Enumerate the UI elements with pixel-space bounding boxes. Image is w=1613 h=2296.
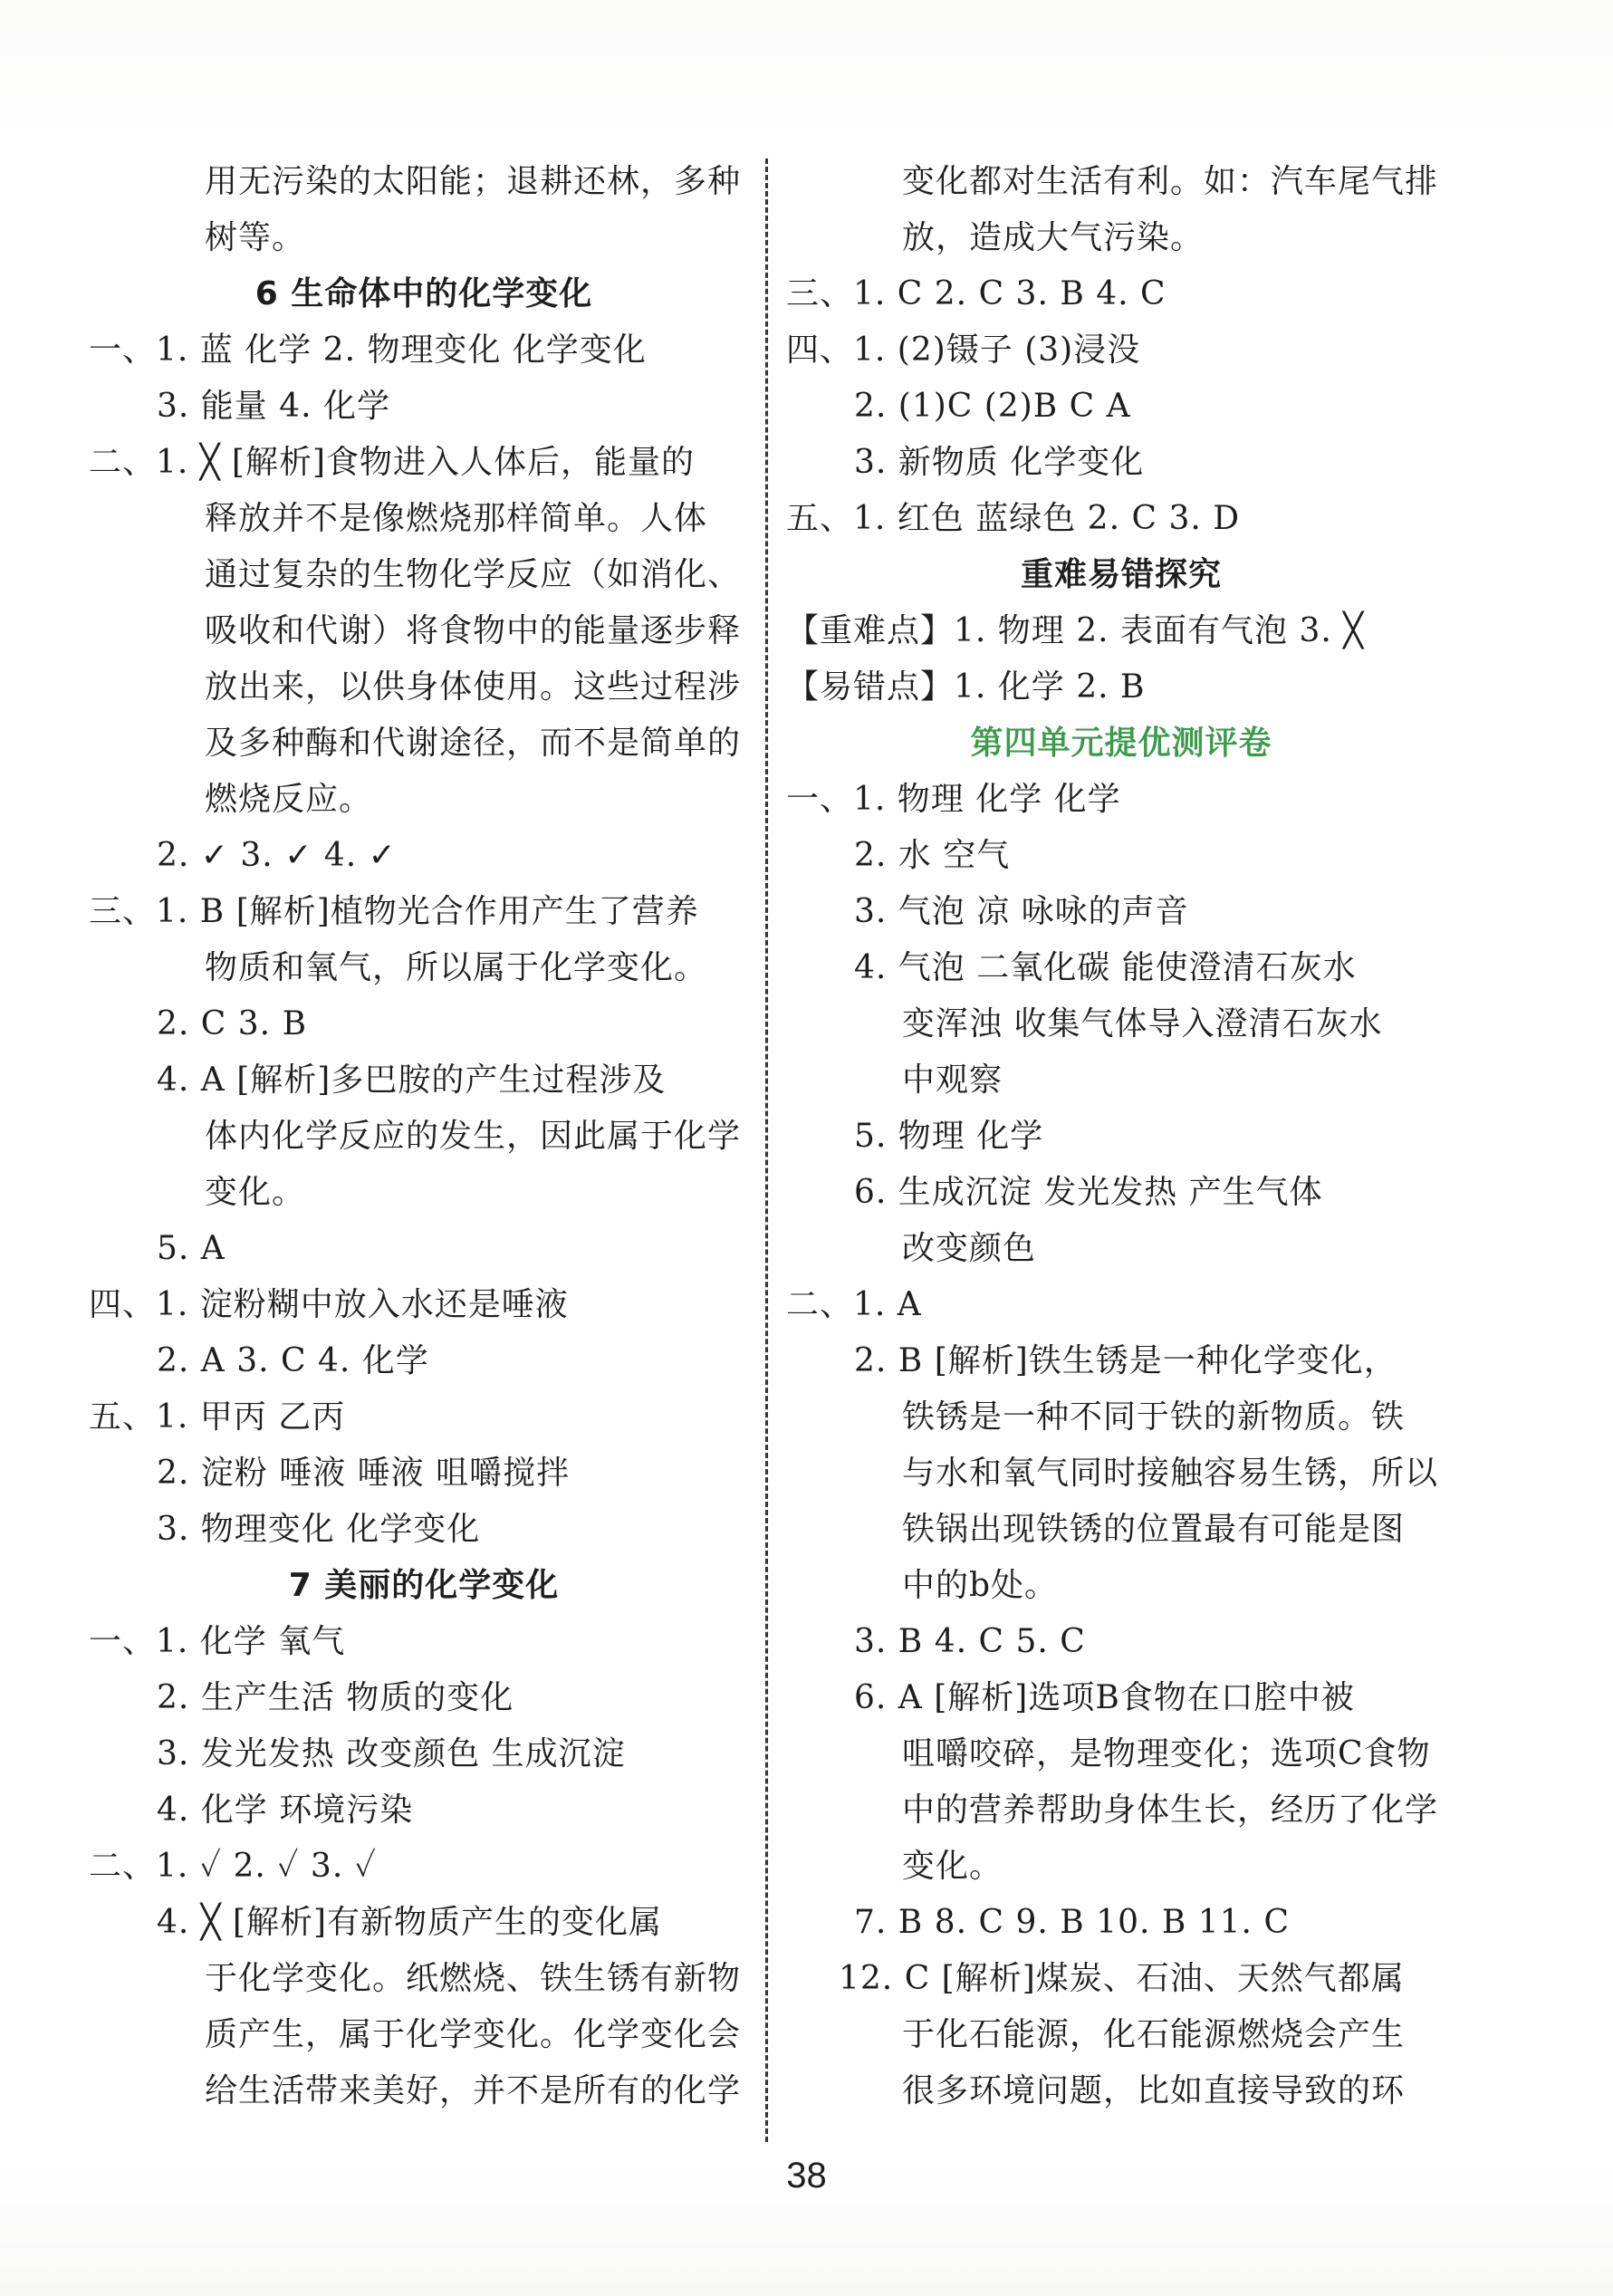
answer-line: 吸收和代谢）将食物中的能量逐步释 bbox=[205, 612, 742, 649]
column-divider bbox=[765, 159, 768, 2142]
answer-line: 7. B 8. C 9. B 10. B 11. C bbox=[854, 1904, 1290, 1941]
answer-line: 一、1. 化学 氧气 bbox=[89, 1623, 346, 1660]
answer-line: 四、1. (2)镊子 (3)浸没 bbox=[786, 331, 1141, 369]
answer-line: 五、1. 甲丙 乙丙 bbox=[89, 1398, 346, 1436]
answer-line: 铁锅出现铁锈的位置最有可能是图 bbox=[902, 1511, 1406, 1548]
answer-line: 通过复杂的生物化学反应（如消化、 bbox=[205, 556, 742, 593]
answer-line: 3. B 4. C 5. C bbox=[854, 1623, 1086, 1660]
section-heading: 6 生命体中的化学变化 bbox=[254, 275, 593, 312]
page-number: 38 bbox=[786, 2156, 827, 2195]
answer-line: 【重难点】1. 物理 2. 表面有气泡 3. ╳ bbox=[786, 612, 1364, 649]
answer-line: 2. 淀粉 唾液 唾液 咀嚼搅拌 bbox=[157, 1455, 571, 1492]
answer-line: 二、1. ✓ 2. ✓ 3. ✓ bbox=[89, 1848, 377, 1885]
answer-line: 变化。 bbox=[205, 1174, 306, 1211]
answer-line: 2. (1)C (2)B C A bbox=[854, 388, 1131, 425]
answer-line: 2. A 3. C 4. 化学 bbox=[157, 1342, 429, 1379]
answer-line: 3. 能量 4. 化学 bbox=[157, 388, 391, 425]
answer-line: 3. 新物质 化学变化 bbox=[854, 444, 1145, 481]
answer-line: 变化都对生活有利。如：汽车尾气排 bbox=[902, 163, 1439, 200]
answer-line: 4. 化学 环境污染 bbox=[157, 1792, 414, 1829]
section-heading: 第四单元提优测评卷 bbox=[970, 725, 1272, 762]
answer-line: 放，造成大气污染。 bbox=[902, 219, 1205, 256]
section-heading: 7 美丽的化学变化 bbox=[288, 1567, 560, 1604]
answer-line: 给生活带来美好，并不是所有的化学 bbox=[205, 2072, 742, 2109]
answer-line: 【易错点】1. 化学 2. B bbox=[786, 668, 1146, 706]
answer-line: 三、1. B [解析]植物光合作用产生了营养 bbox=[89, 893, 699, 930]
answer-line: 中的b处。 bbox=[902, 1567, 1059, 1604]
answer-line: 三、1. C 2. C 3. B 4. C bbox=[786, 275, 1167, 312]
answer-line: 6. 生成沉淀 发光发热 产生气体 bbox=[854, 1174, 1323, 1211]
answer-line: 于化学变化。纸燃烧、铁生锈有新物 bbox=[205, 1960, 742, 1997]
answer-line: 中的营养帮助身体生长，经历了化学 bbox=[902, 1792, 1439, 1829]
answer-line: 12. C [解析]煤炭、石油、天然气都属 bbox=[839, 1960, 1405, 1997]
answer-line: 改变颜色 bbox=[902, 1230, 1037, 1267]
answer-line: 一、1. 蓝 化学 2. 物理变化 化学变化 bbox=[89, 331, 647, 369]
section-heading: 重难易错探究 bbox=[1020, 556, 1222, 593]
answer-line: 4. 气泡 二氧化碳 能使澄清石灰水 bbox=[854, 949, 1357, 986]
answer-line: 2. 生产生活 物质的变化 bbox=[157, 1679, 514, 1716]
answer-line: 2. B [解析]铁生锈是一种化学变化， bbox=[854, 1342, 1397, 1379]
answer-line: 3. 物理变化 化学变化 bbox=[157, 1511, 481, 1548]
answer-line: 变浑浊 收集气体导入澄清石灰水 bbox=[902, 1005, 1383, 1042]
answer-line: 2. ✓ 3. ✓ 4. ✓ bbox=[157, 837, 397, 874]
answer-line: 燃烧反应。 bbox=[205, 781, 373, 818]
answer-line: 体内化学反应的发生，因此属于化学 bbox=[205, 1118, 742, 1155]
answer-line: 四、1. 淀粉糊中放入水还是唾液 bbox=[89, 1286, 569, 1323]
answer-line: 二、1. A bbox=[786, 1286, 922, 1323]
answer-line: 用无污染的太阳能；退耕还林，多种 bbox=[205, 163, 742, 200]
answer-line: 3. 发光发热 改变颜色 生成沉淀 bbox=[157, 1735, 626, 1772]
answer-line: 5. A bbox=[157, 1230, 226, 1267]
answer-line: 及多种酶和代谢途径，而不是简单的 bbox=[205, 725, 742, 762]
answer-line: 4. ╳ [解析]有新物质产生的变化属 bbox=[157, 1904, 662, 1941]
answer-line: 物质和氧气，所以属于化学变化。 bbox=[205, 949, 708, 986]
answer-line: 与水和氧气同时接触容易生锈，所以 bbox=[902, 1455, 1439, 1492]
answer-line: 铁锈是一种不同于铁的新物质。铁 bbox=[902, 1398, 1406, 1436]
answer-line: 2. 水 空气 bbox=[854, 837, 1011, 874]
answer-line: 树等。 bbox=[205, 219, 306, 256]
answer-line: 5. 物理 化学 bbox=[854, 1118, 1044, 1155]
answer-line: 4. A [解析]多巴胺的产生过程涉及 bbox=[157, 1062, 667, 1099]
answer-line: 质产生，属于化学变化。化学变化会 bbox=[205, 2016, 742, 2053]
answer-line: 咀嚼咬碎，是物理变化；选项C食物 bbox=[902, 1735, 1431, 1772]
answer-line: 2. C 3. B bbox=[157, 1005, 308, 1042]
answer-line: 释放并不是像燃烧那样简单。人体 bbox=[205, 500, 708, 537]
answer-line: 放出来，以供身体使用。这些过程涉 bbox=[205, 668, 742, 706]
answer-line: 一、1. 物理 化学 化学 bbox=[786, 781, 1121, 818]
answer-line: 中观察 bbox=[902, 1062, 1003, 1099]
answer-line: 很多环境问题，比如直接导致的环 bbox=[902, 2072, 1406, 2109]
answer-line: 6. A [解析]选项B食物在口腔中被 bbox=[854, 1679, 1355, 1716]
answer-line: 二、1. ╳ [解析]食物进入人体后，能量的 bbox=[89, 444, 695, 481]
answer-line: 3. 气泡 凉 咏咏的声音 bbox=[854, 893, 1189, 930]
answer-line: 变化。 bbox=[902, 1848, 1003, 1885]
answer-line: 五、1. 红色 蓝绿色 2. C 3. D bbox=[786, 500, 1241, 537]
answer-line: 于化石能源，化石能源燃烧会产生 bbox=[902, 2016, 1406, 2053]
